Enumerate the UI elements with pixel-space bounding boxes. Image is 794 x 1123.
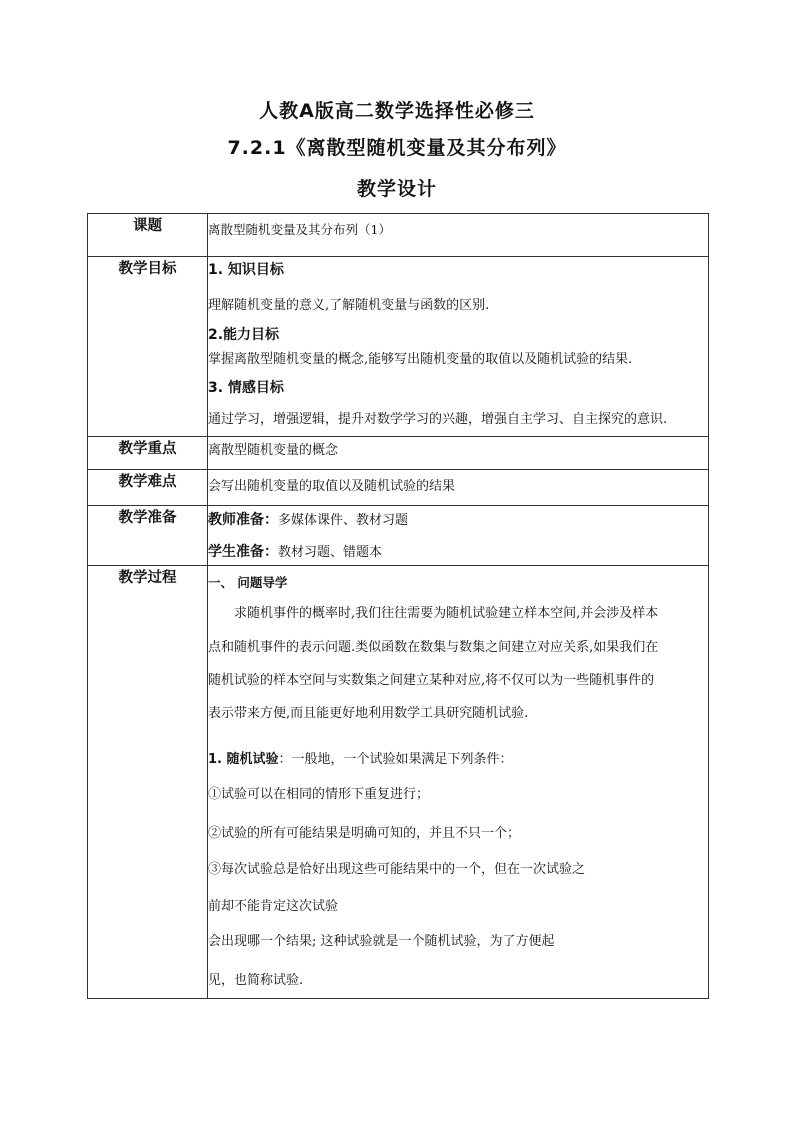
label-topic: 课题 xyxy=(88,214,208,257)
para-line-1: 求随机事件的概率时,我们往往需要为随机试验建立样本空间,并会涉及样本 xyxy=(234,606,659,621)
label-goals: 教学目标 xyxy=(88,257,208,437)
student-prep-label: 学生准备： xyxy=(208,544,278,560)
knowledge-heading: 1. 知识目标 xyxy=(208,262,284,278)
continuation-3: 见，也简称试验. xyxy=(208,973,304,988)
topic-value: 离散型随机变量及其分布列（1） xyxy=(208,222,391,237)
label-key-point: 教学重点 xyxy=(88,437,208,470)
student-prep-value: 教材习题、错题本 xyxy=(278,545,383,560)
knowledge-text: 理解随机变量的意义,了解随机变量与函数的区别. xyxy=(208,298,490,313)
condition-1: ①试验可以在相同的情形下重复进行； xyxy=(208,787,430,802)
cell-process xyxy=(208,566,709,999)
cell-difficulty xyxy=(208,470,709,506)
section-heading: 一、 问题导学 xyxy=(208,575,288,590)
cell-key-point xyxy=(208,437,709,470)
row-topic xyxy=(88,214,709,257)
para-line-4: 表示带来方便,而且能更好地利用数学工具研究随机试验. xyxy=(208,706,529,721)
difficulty-value: 会写出随机变量的取值以及随机试验的结果 xyxy=(208,479,456,494)
para-line-2: 点和随机事件的表示问题.类似函数在数集与数集之间建立对应关系,如果我们在 xyxy=(208,640,659,655)
teacher-prep xyxy=(208,513,708,527)
condition-3: ③每次试验总是恰好出现这些可能结果中的一个，但在一次试验之 xyxy=(208,862,586,877)
label-difficulty: 教学难点 xyxy=(88,470,208,506)
row-preparation xyxy=(88,506,709,566)
row-goals xyxy=(88,257,709,437)
definition-label: 1. 随机试验 xyxy=(208,752,279,767)
teacher-prep-label: 教师准备： xyxy=(208,512,278,528)
row-difficulty xyxy=(88,470,709,506)
para-line-3: 随机试验的样本空间与实数集之间建立某种对应,将不仅可以为一些随机事件的 xyxy=(208,673,655,688)
ability-text: 掌握离散型随机变量的概念,能够写出随机变量的取值以及随机试验的结果. xyxy=(208,352,633,367)
row-process xyxy=(88,566,709,999)
teacher-prep-value: 多媒体课件、教材习题 xyxy=(278,513,409,528)
continuation-2: 会出现哪一个结果; 这种试验就是一个随机试验，为了方便起 xyxy=(208,934,555,949)
cell-goals xyxy=(208,257,709,437)
definition-line xyxy=(208,753,513,766)
doc-title-type: 教学设计 xyxy=(356,178,437,200)
key-point-value: 离散型随机变量的概念 xyxy=(208,443,339,458)
lesson-plan-table xyxy=(87,213,709,999)
label-process: 教学过程 xyxy=(88,566,208,999)
label-preparation: 教学准备 xyxy=(88,506,208,566)
student-prep xyxy=(208,545,708,559)
doc-title-lesson: 7.2.1《离散型随机变量及其分布列》 xyxy=(227,137,567,159)
cell-preparation xyxy=(208,506,709,566)
cell-topic xyxy=(208,214,709,257)
definition-text: ：一般地，一个试验如果满足下列条件： xyxy=(278,752,513,767)
continuation-1: 前却不能肯定这次试验 xyxy=(208,899,339,914)
condition-2: ②试验的所有可能结果是明确可知的，并且不只一个； xyxy=(208,826,521,841)
emotion-heading: 3. 情感目标 xyxy=(208,380,284,396)
ability-heading: 2.能力目标 xyxy=(208,327,280,343)
emotion-text: 通过学习，增强逻辑，提升对数学学习的兴趣，增强自主学习、自主探究的意识. xyxy=(208,412,668,427)
row-key-point xyxy=(88,437,709,470)
doc-title-series: 人教A版高二数学选择性必修三 xyxy=(259,100,535,122)
